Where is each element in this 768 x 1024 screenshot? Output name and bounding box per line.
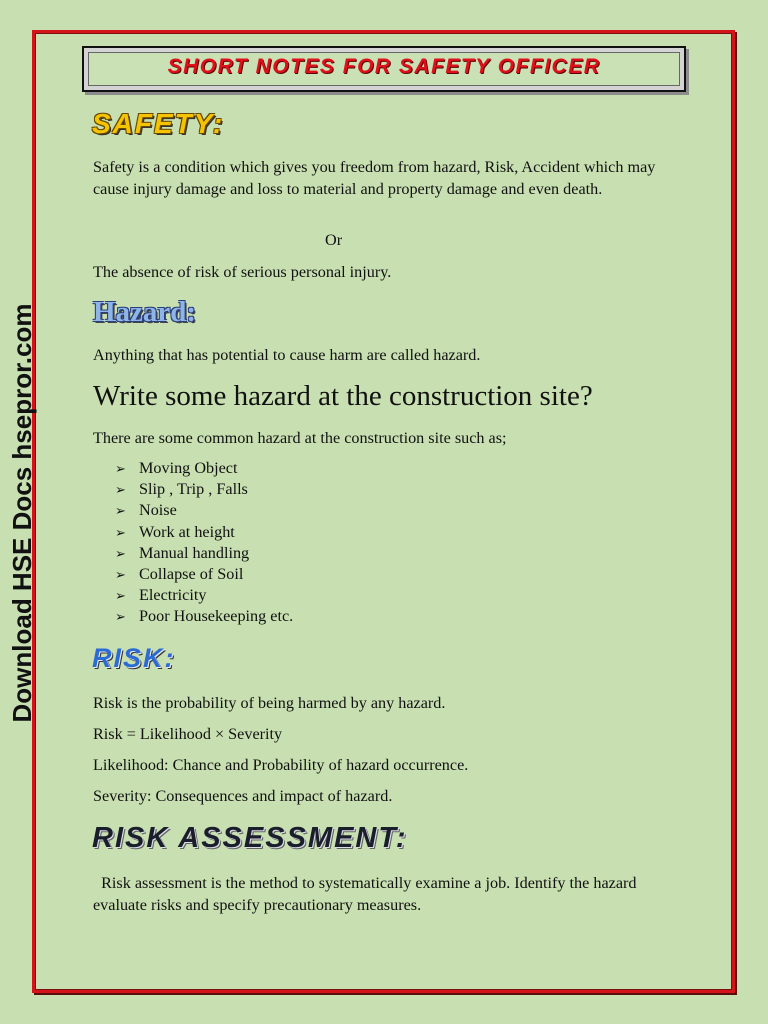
safety-definition: Safety is a condition which gives you freedom from hazard, Risk, Accident which may cause injury damage and loss to material and property damage and even death. (93, 158, 656, 198)
title-banner (82, 46, 686, 92)
arrow-bullet-icon: ➢ (115, 546, 126, 562)
list-item-label: Poor Housekeeping etc. (139, 607, 294, 626)
safety-heading: SAFETY: (92, 108, 225, 139)
construction-question: Write some hazard at the construction site? (93, 380, 593, 412)
watermark: Download HSE Docs hsepror.com (7, 303, 37, 723)
list-item (115, 522, 293, 543)
list-item (115, 585, 293, 606)
severity-definition: Severity: Consequences and impact of hazard. (93, 787, 393, 805)
list-item (115, 458, 293, 479)
hazard-list (115, 458, 293, 628)
page-title: SHORT NOTES FOR SAFETY OFFICER (167, 55, 601, 78)
list-item-label: Moving Object (139, 459, 238, 477)
list-item (115, 479, 293, 500)
list-item-label: Collapse of Soil (139, 564, 244, 583)
arrow-bullet-icon: ➢ (115, 589, 126, 605)
list-item-label: Electricity (139, 586, 207, 605)
arrow-bullet-icon: ➢ (115, 610, 126, 626)
likelihood-definition: Likelihood: Chance and Probability of hazard occurrence. (93, 756, 469, 774)
risk-heading: RISK: (92, 643, 176, 673)
list-item (115, 564, 293, 585)
list-item (115, 543, 293, 564)
arrow-bullet-icon: ➢ (115, 525, 126, 541)
or-separator: Or (325, 231, 343, 249)
hazard-definition: Anything that has potential to cause harm are called hazard. (93, 346, 481, 364)
safety-alt-definition: The absence of risk of serious personal injury. (93, 263, 392, 281)
arrow-bullet-icon: ➢ (115, 567, 126, 583)
arrow-bullet-icon: ➢ (115, 462, 126, 477)
risk-definition: Risk is the probability of being harmed by any hazard. (93, 694, 446, 712)
risk-assessment-definition: Risk assessment is the method to systematically examine a job. Identify the hazard evaluate risks and specify precautionary measures. (93, 874, 641, 914)
arrow-bullet-icon: ➢ (115, 483, 126, 499)
list-item-label: Manual handling (139, 543, 250, 562)
list-item-label: Work at height (139, 522, 235, 541)
hazard-heading: Hazard: (93, 296, 197, 328)
list-item (115, 500, 293, 521)
list-item (115, 606, 293, 627)
list-item-label: Noise (139, 501, 177, 520)
risk-formula: Risk = Likelihood × Severity (93, 725, 283, 743)
list-item-label: Slip , Trip , Falls (139, 480, 248, 499)
risk-assessment-heading: RISK ASSESSMENT: (92, 822, 408, 854)
arrow-bullet-icon: ➢ (115, 504, 126, 520)
construction-intro: There are some common hazard at the construction site such as; (93, 429, 507, 447)
